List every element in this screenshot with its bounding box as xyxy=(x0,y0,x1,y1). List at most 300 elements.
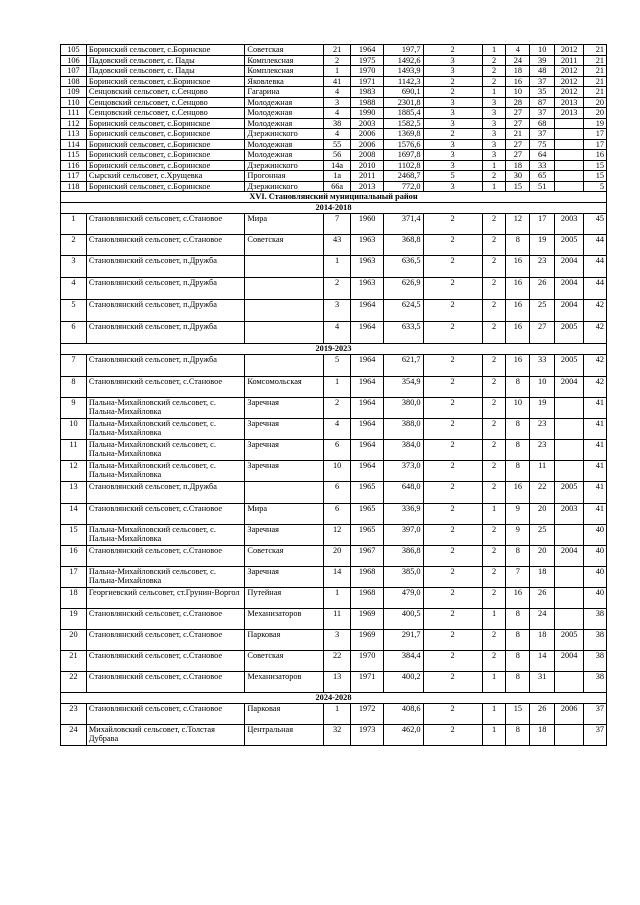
cell-year-built: 2010 xyxy=(351,160,384,171)
cell-area: 648,0 xyxy=(384,482,423,504)
cell-settlement: Становлянский сельсовет, с.Становое xyxy=(86,609,245,630)
table-row xyxy=(61,546,607,567)
cell-settlement: Падовский сельсовет, с. Пады xyxy=(86,66,245,77)
cell-house-number: 7 xyxy=(324,214,351,235)
cell-settlement: Становлянский сельсовет, с.Становое xyxy=(86,235,245,256)
cell-entrances: 2 xyxy=(482,398,506,419)
cell-residents: 18 xyxy=(530,725,555,746)
cell-floors: 2 xyxy=(423,278,482,300)
cell-settlement: Становлянский сельсовет, с.Становое xyxy=(86,504,245,525)
cell-year-built: 1964 xyxy=(351,419,384,440)
cell-settlement: Становлянский сельсовет, с.Становое xyxy=(86,704,245,725)
cell-year-built: 1972 xyxy=(351,704,384,725)
cell-settlement: Становлянский сельсовет, п.Дружба xyxy=(86,355,245,377)
table-row xyxy=(61,76,607,87)
cell-street: Советская xyxy=(245,45,324,56)
cell-residents: 10 xyxy=(530,45,555,56)
cell-street: Заречная xyxy=(245,525,324,546)
cell-row-number: 108 xyxy=(61,76,87,87)
cell-settlement: Боринский сельсовет, с.Боринское xyxy=(86,45,245,56)
cell-year-built: 2013 xyxy=(351,181,384,192)
cell-repair-year xyxy=(555,419,584,440)
section-title: 2019-2023 xyxy=(61,344,607,355)
cell-wear: 44 xyxy=(584,278,607,300)
section-header xyxy=(61,203,607,214)
cell-year-built: 1971 xyxy=(351,76,384,87)
cell-residents: 20 xyxy=(530,546,555,567)
cell-floors: 2 xyxy=(423,525,482,546)
cell-house-number: 11 xyxy=(324,609,351,630)
cell-floors: 2 xyxy=(423,567,482,588)
cell-wear: 44 xyxy=(584,256,607,278)
cell-residents: 65 xyxy=(530,171,555,182)
cell-entrances: 2 xyxy=(482,214,506,235)
cell-settlement: Боринский сельсовет, с.Боринское xyxy=(86,118,245,129)
cell-entrances: 2 xyxy=(482,461,506,482)
table-row xyxy=(61,525,607,546)
cell-floors: 5 xyxy=(423,171,482,182)
cell-entrances: 2 xyxy=(482,355,506,377)
table-row xyxy=(61,214,607,235)
cell-repair-year xyxy=(555,181,584,192)
cell-residents: 23 xyxy=(530,256,555,278)
cell-row-number: 17 xyxy=(61,567,87,588)
cell-repair-year xyxy=(555,567,584,588)
cell-floors: 2 xyxy=(423,461,482,482)
cell-floors: 2 xyxy=(423,630,482,651)
cell-flats: 15 xyxy=(506,704,530,725)
cell-settlement: Пальна-Михайловский сельсовет, с. Пальна-Михайловка xyxy=(86,440,245,461)
cell-row-number: 21 xyxy=(61,651,87,672)
cell-wear: 37 xyxy=(584,725,607,746)
cell-flats: 8 xyxy=(506,546,530,567)
cell-house-number: 32 xyxy=(324,725,351,746)
section-header xyxy=(61,693,607,704)
cell-area: 400,2 xyxy=(384,672,423,693)
cell-settlement: Становлянский сельсовет, п.Дружба xyxy=(86,322,245,344)
cell-entrances: 2 xyxy=(482,322,506,344)
cell-area: 1142,3 xyxy=(384,76,423,87)
cell-wear: 38 xyxy=(584,672,607,693)
cell-floors: 2 xyxy=(423,300,482,322)
cell-wear: 42 xyxy=(584,300,607,322)
table-row xyxy=(61,181,607,192)
cell-entrances: 3 xyxy=(482,108,506,119)
cell-house-number: 6 xyxy=(324,482,351,504)
cell-settlement: Михайловский сельсовет, с.Толстая Дубрава xyxy=(86,725,245,746)
cell-flats: 8 xyxy=(506,235,530,256)
cell-row-number: 8 xyxy=(61,377,87,398)
cell-row-number: 12 xyxy=(61,461,87,482)
cell-street: Молодежная xyxy=(245,139,324,150)
cell-entrances: 2 xyxy=(482,235,506,256)
table-row xyxy=(61,461,607,482)
cell-street: Механизаторов xyxy=(245,609,324,630)
cell-floors: 2 xyxy=(423,45,482,56)
cell-settlement: Становлянский сельсовет, с.Становое xyxy=(86,546,245,567)
cell-wear: 21 xyxy=(584,55,607,66)
cell-row-number: 111 xyxy=(61,108,87,119)
cell-year-built: 2006 xyxy=(351,139,384,150)
cell-street: Мира xyxy=(245,504,324,525)
cell-floors: 2 xyxy=(423,256,482,278)
cell-street: Центральная xyxy=(245,725,324,746)
cell-area: 291,7 xyxy=(384,630,423,651)
cell-flats: 10 xyxy=(506,398,530,419)
cell-floors: 2 xyxy=(423,672,482,693)
cell-entrances: 1 xyxy=(482,672,506,693)
cell-house-number: 3 xyxy=(324,97,351,108)
cell-residents: 19 xyxy=(530,235,555,256)
cell-house-number: 3 xyxy=(324,630,351,651)
cell-repair-year: 2012 xyxy=(555,76,584,87)
cell-floors: 3 xyxy=(423,97,482,108)
cell-house-number: 1 xyxy=(324,377,351,398)
cell-floors: 2 xyxy=(423,87,482,98)
table-row xyxy=(61,482,607,504)
cell-floors: 3 xyxy=(423,181,482,192)
cell-area: 1493,9 xyxy=(384,66,423,77)
cell-settlement: Сырский сельсовет, с.Хрущевка xyxy=(86,171,245,182)
cell-floors: 3 xyxy=(423,55,482,66)
cell-entrances: 1 xyxy=(482,181,506,192)
cell-settlement: Пальна-Михайловский сельсовет, с. Пальна-Михайловка xyxy=(86,525,245,546)
cell-row-number: 116 xyxy=(61,160,87,171)
cell-street xyxy=(245,322,324,344)
cell-flats: 10 xyxy=(506,87,530,98)
cell-floors: 2 xyxy=(423,322,482,344)
cell-year-built: 2008 xyxy=(351,150,384,161)
cell-area: 380,0 xyxy=(384,398,423,419)
cell-year-built: 1988 xyxy=(351,97,384,108)
cell-residents: 11 xyxy=(530,461,555,482)
table-row xyxy=(61,45,607,56)
cell-settlement: Сенцовский сельсовет, с.Сенцово xyxy=(86,97,245,108)
cell-year-built: 2003 xyxy=(351,118,384,129)
table-row xyxy=(61,609,607,630)
cell-floors: 2 xyxy=(423,235,482,256)
cell-year-built: 1965 xyxy=(351,504,384,525)
cell-flats: 16 xyxy=(506,278,530,300)
cell-year-built: 1969 xyxy=(351,630,384,651)
table-row xyxy=(61,129,607,140)
cell-floors: 2 xyxy=(423,482,482,504)
cell-area: 385,0 xyxy=(384,567,423,588)
cell-repair-year: 2005 xyxy=(555,630,584,651)
cell-area: 1697,8 xyxy=(384,150,423,161)
cell-flats: 8 xyxy=(506,377,530,398)
cell-year-built: 1964 xyxy=(351,398,384,419)
cell-house-number: 12 xyxy=(324,525,351,546)
cell-floors: 3 xyxy=(423,66,482,77)
cell-floors: 2 xyxy=(423,76,482,87)
cell-street: Заречная xyxy=(245,419,324,440)
cell-floors: 2 xyxy=(423,377,482,398)
cell-flats: 4 xyxy=(506,45,530,56)
cell-street: Молодежная xyxy=(245,97,324,108)
cell-year-built: 1960 xyxy=(351,214,384,235)
cell-repair-year: 2004 xyxy=(555,377,584,398)
cell-settlement: Боринский сельсовет, с.Боринское xyxy=(86,181,245,192)
cell-area: 462,0 xyxy=(384,725,423,746)
cell-house-number: 1 xyxy=(324,256,351,278)
cell-street: Молодежная xyxy=(245,108,324,119)
cell-row-number: 23 xyxy=(61,704,87,725)
cell-wear: 40 xyxy=(584,525,607,546)
cell-street: Заречная xyxy=(245,440,324,461)
cell-entrances: 2 xyxy=(482,482,506,504)
cell-year-built: 1963 xyxy=(351,278,384,300)
cell-area: 626,9 xyxy=(384,278,423,300)
cell-street: Заречная xyxy=(245,461,324,482)
cell-year-built: 2011 xyxy=(351,171,384,182)
table-row xyxy=(61,398,607,419)
cell-area: 408,6 xyxy=(384,704,423,725)
cell-year-built: 1968 xyxy=(351,567,384,588)
cell-settlement: Становлянский сельсовет, с.Становое xyxy=(86,630,245,651)
cell-repair-year xyxy=(555,609,584,630)
cell-wear: 41 xyxy=(584,419,607,440)
cell-flats: 8 xyxy=(506,725,530,746)
cell-wear: 15 xyxy=(584,160,607,171)
section-header xyxy=(61,344,607,355)
section-title: XVI. Становлянский муниципальный район xyxy=(61,192,607,203)
cell-street xyxy=(245,278,324,300)
cell-residents: 23 xyxy=(530,419,555,440)
cell-flats: 16 xyxy=(506,300,530,322)
cell-settlement: Пальна-Михайловский сельсовет, с. Пальна-Михайловка xyxy=(86,461,245,482)
cell-row-number: 109 xyxy=(61,87,87,98)
cell-residents: 37 xyxy=(530,108,555,119)
cell-entrances: 2 xyxy=(482,76,506,87)
table-row xyxy=(61,419,607,440)
table-row xyxy=(61,97,607,108)
cell-area: 388,0 xyxy=(384,419,423,440)
cell-street: Молодежная xyxy=(245,118,324,129)
cell-entrances: 1 xyxy=(482,45,506,56)
cell-wear: 41 xyxy=(584,398,607,419)
cell-entrances: 1 xyxy=(482,87,506,98)
housing-table xyxy=(60,44,607,746)
cell-entrances: 1 xyxy=(482,609,506,630)
cell-house-number: 1 xyxy=(324,66,351,77)
cell-residents: 25 xyxy=(530,300,555,322)
cell-repair-year: 2006 xyxy=(555,704,584,725)
cell-street: Советская xyxy=(245,651,324,672)
cell-repair-year: 2003 xyxy=(555,504,584,525)
cell-year-built: 1964 xyxy=(351,300,384,322)
cell-residents: 27 xyxy=(530,322,555,344)
cell-settlement: Боринский сельсовет, с.Боринское xyxy=(86,160,245,171)
cell-residents: 18 xyxy=(530,630,555,651)
cell-wear: 38 xyxy=(584,651,607,672)
cell-flats: 8 xyxy=(506,440,530,461)
cell-floors: 2 xyxy=(423,504,482,525)
cell-repair-year: 2003 xyxy=(555,214,584,235)
cell-street: Заречная xyxy=(245,398,324,419)
cell-street: Гагарина xyxy=(245,87,324,98)
cell-row-number: 10 xyxy=(61,419,87,440)
cell-flats: 9 xyxy=(506,504,530,525)
cell-wear: 21 xyxy=(584,45,607,56)
cell-residents: 20 xyxy=(530,504,555,525)
cell-wear: 41 xyxy=(584,440,607,461)
cell-row-number: 7 xyxy=(61,355,87,377)
cell-entrances: 1 xyxy=(482,160,506,171)
cell-wear: 21 xyxy=(584,87,607,98)
cell-flats: 16 xyxy=(506,322,530,344)
cell-flats: 8 xyxy=(506,651,530,672)
cell-year-built: 1963 xyxy=(351,235,384,256)
cell-entrances: 2 xyxy=(482,525,506,546)
table-row xyxy=(61,87,607,98)
cell-floors: 2 xyxy=(423,355,482,377)
cell-settlement: Становлянский сельсовет, с.Становое xyxy=(86,214,245,235)
cell-area: 1885,4 xyxy=(384,108,423,119)
cell-flats: 18 xyxy=(506,66,530,77)
cell-flats: 27 xyxy=(506,118,530,129)
cell-floors: 2 xyxy=(423,440,482,461)
cell-house-number: 5 xyxy=(324,355,351,377)
cell-wear: 45 xyxy=(584,214,607,235)
cell-house-number: 66а xyxy=(324,181,351,192)
cell-house-number: 13 xyxy=(324,672,351,693)
cell-repair-year xyxy=(555,461,584,482)
cell-street: Дзержинского xyxy=(245,181,324,192)
cell-flats: 28 xyxy=(506,97,530,108)
cell-repair-year: 2011 xyxy=(555,55,584,66)
cell-wear: 21 xyxy=(584,76,607,87)
cell-street: Парковая xyxy=(245,704,324,725)
cell-flats: 8 xyxy=(506,461,530,482)
cell-row-number: 6 xyxy=(61,322,87,344)
cell-residents: 33 xyxy=(530,160,555,171)
cell-residents: 22 xyxy=(530,482,555,504)
cell-floors: 2 xyxy=(423,214,482,235)
cell-floors: 2 xyxy=(423,588,482,609)
cell-house-number: 22 xyxy=(324,651,351,672)
cell-floors: 2 xyxy=(423,546,482,567)
cell-street: Комплексная xyxy=(245,55,324,66)
cell-flats: 16 xyxy=(506,355,530,377)
table-row xyxy=(61,567,607,588)
cell-row-number: 14 xyxy=(61,504,87,525)
cell-repair-year xyxy=(555,588,584,609)
cell-residents: 19 xyxy=(530,398,555,419)
cell-entrances: 1 xyxy=(482,504,506,525)
cell-row-number: 115 xyxy=(61,150,87,161)
cell-street: Дзержинского xyxy=(245,160,324,171)
cell-year-built: 2006 xyxy=(351,129,384,140)
cell-residents: 87 xyxy=(530,97,555,108)
cell-repair-year xyxy=(555,525,584,546)
cell-repair-year: 2013 xyxy=(555,108,584,119)
cell-street: Мира xyxy=(245,214,324,235)
cell-row-number: 2 xyxy=(61,235,87,256)
cell-floors: 2 xyxy=(423,419,482,440)
cell-residents: 33 xyxy=(530,355,555,377)
cell-residents: 23 xyxy=(530,440,555,461)
cell-street: Заречная xyxy=(245,567,324,588)
cell-row-number: 18 xyxy=(61,588,87,609)
cell-year-built: 1964 xyxy=(351,45,384,56)
cell-entrances: 2 xyxy=(482,567,506,588)
cell-row-number: 22 xyxy=(61,672,87,693)
cell-flats: 15 xyxy=(506,181,530,192)
cell-year-built: 1975 xyxy=(351,55,384,66)
cell-flats: 12 xyxy=(506,214,530,235)
table-row xyxy=(61,139,607,150)
cell-area: 690,1 xyxy=(384,87,423,98)
cell-house-number: 20 xyxy=(324,546,351,567)
cell-flats: 16 xyxy=(506,76,530,87)
cell-year-built: 1965 xyxy=(351,482,384,504)
cell-entrances: 2 xyxy=(482,377,506,398)
cell-wear: 40 xyxy=(584,567,607,588)
cell-wear: 42 xyxy=(584,355,607,377)
cell-entrances: 2 xyxy=(482,419,506,440)
cell-street: Дзержинского xyxy=(245,129,324,140)
cell-floors: 2 xyxy=(423,704,482,725)
cell-residents: 39 xyxy=(530,55,555,66)
cell-flats: 9 xyxy=(506,525,530,546)
cell-repair-year: 2004 xyxy=(555,546,584,567)
cell-settlement: Пальна-Михайловский сельсовет, с. Пальна-Михайловка xyxy=(86,567,245,588)
cell-house-number: 41 xyxy=(324,76,351,87)
cell-area: 386,8 xyxy=(384,546,423,567)
cell-row-number: 13 xyxy=(61,482,87,504)
table-row xyxy=(61,672,607,693)
cell-repair-year: 2013 xyxy=(555,97,584,108)
cell-repair-year: 2005 xyxy=(555,355,584,377)
cell-floors: 3 xyxy=(423,160,482,171)
cell-house-number: 2 xyxy=(324,55,351,66)
cell-area: 636,5 xyxy=(384,256,423,278)
cell-area: 1369,8 xyxy=(384,129,423,140)
cell-house-number: 2 xyxy=(324,278,351,300)
cell-row-number: 112 xyxy=(61,118,87,129)
cell-house-number: 1 xyxy=(324,704,351,725)
cell-repair-year: 2005 xyxy=(555,482,584,504)
cell-flats: 8 xyxy=(506,419,530,440)
cell-house-number: 4 xyxy=(324,322,351,344)
cell-flats: 16 xyxy=(506,588,530,609)
cell-residents: 25 xyxy=(530,525,555,546)
cell-area: 197,7 xyxy=(384,45,423,56)
cell-street: Парковая xyxy=(245,630,324,651)
table-row xyxy=(61,504,607,525)
cell-wear: 44 xyxy=(584,235,607,256)
cell-entrances: 2 xyxy=(482,630,506,651)
table-row xyxy=(61,630,607,651)
cell-settlement: Пальна-Михайловский сельсовет, с. Пальна-Михайловка xyxy=(86,398,245,419)
table-row xyxy=(61,278,607,300)
cell-entrances: 3 xyxy=(482,118,506,129)
cell-repair-year xyxy=(555,672,584,693)
cell-flats: 8 xyxy=(506,609,530,630)
cell-house-number: 6 xyxy=(324,440,351,461)
cell-year-built: 1964 xyxy=(351,322,384,344)
cell-house-number: 4 xyxy=(324,108,351,119)
cell-residents: 17 xyxy=(530,214,555,235)
cell-floors: 3 xyxy=(423,139,482,150)
cell-residents: 51 xyxy=(530,181,555,192)
cell-house-number: 4 xyxy=(324,87,351,98)
cell-year-built: 1970 xyxy=(351,651,384,672)
section-header xyxy=(61,192,607,203)
cell-settlement: Становлянский сельсовет, п.Дружба xyxy=(86,482,245,504)
cell-entrances: 1 xyxy=(482,704,506,725)
